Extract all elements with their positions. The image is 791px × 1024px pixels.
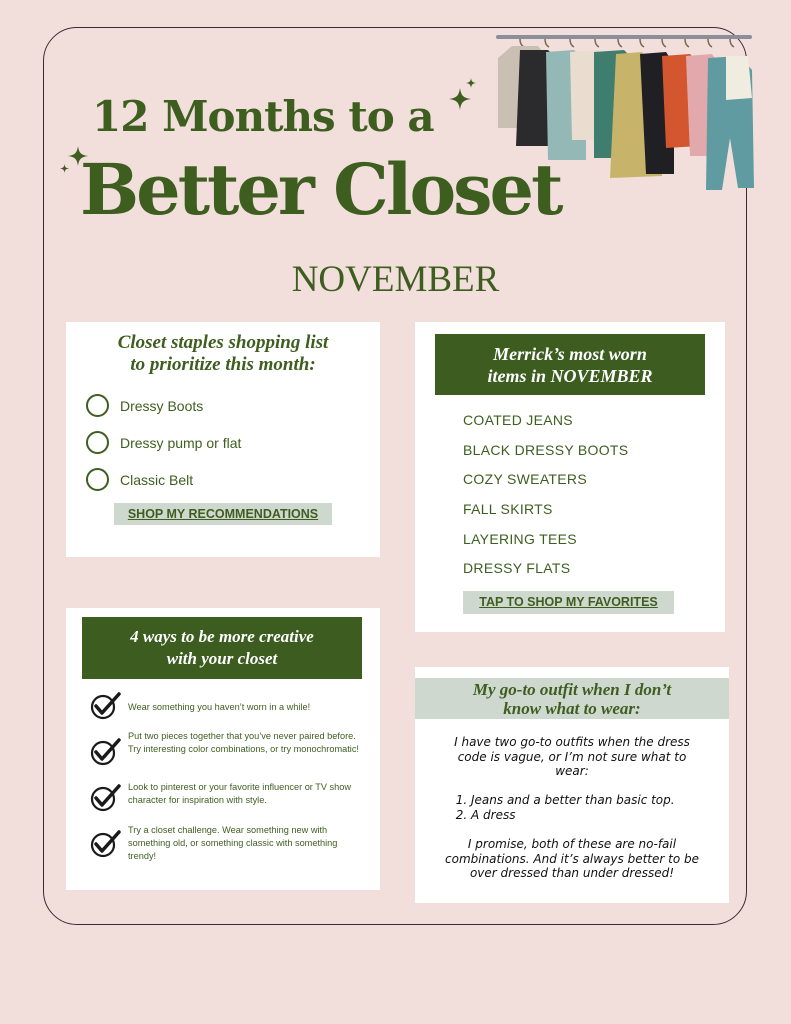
list-item: 1. Jeans and a better than basic top.: [471, 793, 675, 808]
sparkle-icon: [466, 78, 476, 88]
sparkle-icon: [449, 88, 471, 110]
staple-label: Dressy pump or flat: [120, 434, 242, 451]
staple-label: Dressy Boots: [120, 397, 204, 414]
list-item: COZY SWEATERS: [463, 471, 587, 488]
staple-label: Classic Belt: [120, 471, 194, 488]
go-to-outfit-heading: [415, 678, 729, 719]
checkbox-circle-icon[interactable]: [86, 431, 109, 454]
list-item: FALL SKIRTS: [463, 501, 553, 518]
go-to-outfit-card: [415, 667, 729, 903]
staples-list: [86, 392, 241, 503]
list-item: DRESSY FLATS: [463, 560, 571, 577]
most-worn-heading: [435, 334, 705, 395]
shop-recommendations-button[interactable]: SHOP MY RECOMMENDATIONS: [114, 503, 332, 525]
creative-ways-heading-line-2: with your closet: [166, 649, 278, 668]
way-text: Try a closet challenge. Wear something new with something old, or something classic with something trendy!: [128, 825, 338, 861]
sparkle-icon: [60, 164, 69, 173]
most-worn-heading-line-1: Merrick’s most worn: [493, 343, 647, 364]
checkbox-circle-icon[interactable]: [86, 394, 109, 417]
checkmark-circle-icon: [90, 784, 122, 812]
list-item: [90, 781, 360, 812]
go-to-outfit-heading-line-2: know what to wear:: [503, 698, 641, 718]
title-line-2: Better Closet: [80, 148, 561, 231]
list-item: BLACK DRESSY BOOTS: [463, 441, 629, 458]
outfit-options-list: [453, 793, 675, 822]
way-text: Look to pinterest or your favorite influencer or TV show character for inspiration with style.: [128, 782, 351, 805]
list-item: LAYERING TEES: [463, 530, 577, 547]
list-item: [90, 824, 360, 863]
month-heading: NOVEMBER: [291, 259, 500, 300]
most-worn-heading-line-2: items in NOVEMBER: [487, 365, 653, 386]
creative-ways-card: [66, 608, 380, 890]
way-text: Wear something you haven’t worn in a while!: [128, 702, 311, 712]
checkmark-circle-icon: [90, 830, 122, 858]
creative-ways-heading: [82, 617, 362, 679]
staple-item[interactable]: [86, 466, 241, 493]
shopping-list-card: [66, 322, 380, 557]
most-worn-card: [415, 322, 725, 632]
title-line-1: 12 Months to a: [92, 92, 434, 141]
shopping-list-heading: [66, 332, 380, 376]
shopping-list-heading-line-2: to prioritize this month:: [130, 354, 316, 375]
checkmark-circle-icon: [90, 692, 122, 720]
list-item: [90, 692, 360, 720]
creative-ways-heading-line-1: 4 ways to be more creative: [130, 627, 314, 646]
outfit-intro-text: I have two go-to outfits when the dress code is vague, or I’m not sure what to wear:: [454, 735, 690, 778]
staple-item[interactable]: [86, 392, 241, 419]
list-item: [90, 730, 360, 766]
outfit-outro-text: I promise, both of these are no-fail combinations. And it’s always better to be over dressed than under dressed!: [445, 837, 699, 880]
shopping-list-heading-line-1: Closet staples shopping list: [117, 332, 329, 353]
list-item: COATED JEANS: [463, 412, 573, 428]
list-item: 2. A dress: [471, 808, 675, 823]
checkbox-circle-icon[interactable]: [86, 468, 109, 491]
most-worn-list: [463, 406, 628, 584]
staple-item[interactable]: [86, 429, 241, 456]
shop-favorites-button[interactable]: TAP TO SHOP MY FAVORITES: [463, 591, 674, 614]
checkmark-circle-icon: [90, 738, 122, 766]
way-text: Put two pieces together that you’ve never paired before. Try interesting color combinations, or try monochromatic!: [128, 731, 359, 754]
go-to-outfit-heading-line-1: My go-to outfit when I don’t: [472, 679, 672, 699]
